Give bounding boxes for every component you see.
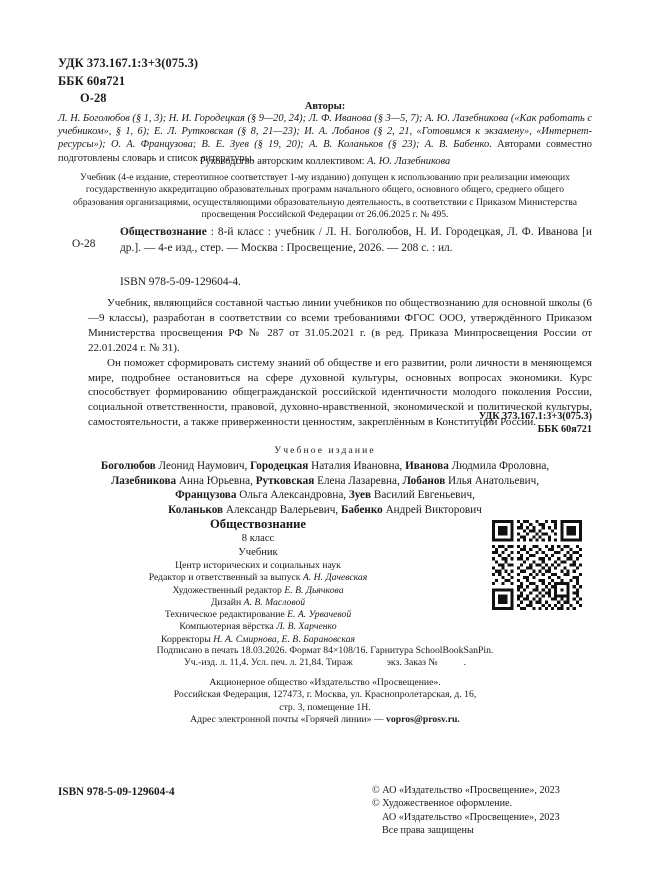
author-name-line xyxy=(48,459,602,474)
credit-role: Центр исторических и социальных наук xyxy=(175,560,341,571)
print-data-period: . xyxy=(463,657,467,669)
approval-statement: Учебник (4-е издание, стереотипное соответствует 1-му изданию) допущен к использованию при реализации имеющих государственную аккредитацию образовательных программ начального общего, основного общего, среднего общего образования организациями, осуществляющими образовательную деятельность, в соответствии с Приказом Министерства просвещения Российской Федерации от 26.06.2025 г. № 495. xyxy=(73,172,577,221)
copyright-block xyxy=(372,784,604,838)
authors-text: Л. Н. Боголюбов (§ 1, 3); Н. И. Городецкая (§ 9—20, 24); Л. Ф. Иванова (§ 3—5, 7); А. Ю. Лазебникова («Как работать с учебником», § 1, 6); Е. Л. Рутковская (§ 8, 21—23); И. А. Лобанов (§ 2, 21, «Готовимся к экзамену», «Интернет-ресурсы»); О. А. Французова; В. Е. Зуев (§ 19, 20); А. В. Коланьков (§ 23); А. В. Бабенко. xyxy=(58,113,592,151)
author-surname: Французова xyxy=(175,489,237,502)
credit-person: Л. В. Харченко xyxy=(276,621,337,633)
book-title-block xyxy=(58,517,458,560)
author-given-name: Илья Анатольевич, xyxy=(448,474,540,487)
author-given-name: Наталия Ивановна, xyxy=(311,460,403,472)
copyright-line: АО «Издательство «Просвещение», 2023 xyxy=(382,811,560,823)
author-given-name: Людмила Фроловна, xyxy=(451,460,550,472)
credit-row xyxy=(58,609,458,621)
bbk-code: ББК 60я721 xyxy=(58,73,126,88)
author-name-line xyxy=(48,474,602,489)
shelf-code: О-28 xyxy=(80,91,107,105)
credit-row xyxy=(58,621,458,633)
leadership-line xyxy=(58,156,592,167)
authors-joint-note: Авторами совместно подготовлены словарь и список литературы. xyxy=(58,139,592,164)
author-name-line xyxy=(48,503,602,518)
bibliographic-detail: : 8-й класс : учебник / Л. Н. Боголюбов, Н. И. Городецкая, Л. Ф. Иванова [и др.]. — 4-е изд., стер. — Москва : Просвещение, 2026. — 208 с. : ил. xyxy=(120,226,592,255)
bibliographic-description xyxy=(120,224,592,257)
author-surname: Бабенко xyxy=(341,503,383,516)
classification-codes xyxy=(58,55,198,108)
author-given-name: Василий Евгеньевич, xyxy=(373,489,475,502)
leadership-name: А. Ю. Лазебникова xyxy=(367,156,451,167)
credit-person: Е. А. Урвачевой xyxy=(287,609,352,621)
credit-person: Е. В. Дьячкова xyxy=(284,584,344,596)
credit-role: Дизайн xyxy=(210,596,242,608)
qr-code-icon[interactable] xyxy=(492,520,582,610)
copyright-line: © АО «Издательство «Просвещение», 2023 xyxy=(372,785,560,796)
publisher-email-row xyxy=(58,714,592,726)
author-given-name: Александр Валерьевич, xyxy=(225,503,339,516)
print-data-line-2 xyxy=(58,657,592,669)
classification-codes-repeat xyxy=(330,411,592,436)
print-run-prefix: Уч.-изд. л. 11,4. Усл. печ. л. 21,84. Тираж xyxy=(183,657,353,669)
publisher-address-line-1: Российская Федерация, 127473, г. Москва, ул. Краснопролетарская, д. 16, xyxy=(173,689,477,701)
credit-row xyxy=(58,560,458,572)
authors-heading: Авторы: xyxy=(304,101,346,112)
credit-row xyxy=(58,572,458,584)
educational-edition-heading: Учебное издание xyxy=(274,445,376,456)
author-surname: Рутковская xyxy=(255,474,315,487)
order-prefix: экз. Заказ № xyxy=(386,657,438,669)
author-surname: Иванова xyxy=(405,460,449,472)
rights-reserved: Все права защищены xyxy=(382,825,474,837)
udk-code-repeat: УДК 373.167.1:3+3(075.3) xyxy=(478,411,592,422)
credit-role: Корректоры xyxy=(161,633,211,645)
bibliographic-mark: О-28 xyxy=(72,238,96,250)
author-given-name: Леонид Наумович, xyxy=(158,460,248,472)
leadership-label: Руководство авторским коллективом: xyxy=(199,156,365,167)
publisher-address-line-2: стр. 3, помещение 1Н. xyxy=(279,701,371,713)
author-given-name: Ольга Александровна, xyxy=(239,489,347,502)
author-surname: Боголюбов xyxy=(100,460,156,472)
author-surname: Лобанов xyxy=(402,474,446,487)
print-data xyxy=(58,645,592,670)
credit-role: Компьютерная вёрстка xyxy=(179,621,274,633)
author-surname: Городецкая xyxy=(250,460,309,472)
print-data-line-1: Подписано в печать 18.03.2026. Формат 84×108/16. Гарнитура SchoolBookSanPin. xyxy=(156,645,494,656)
educational-edition-authors xyxy=(48,459,602,517)
credit-person: А. Н. Дачевская xyxy=(302,572,368,584)
author-given-name: Елена Лазаревна, xyxy=(317,474,400,487)
author-surname: Зуев xyxy=(348,489,372,502)
author-surname: Лазебникова xyxy=(110,474,177,487)
credit-role: Художественный редактор xyxy=(172,584,282,596)
author-surname: Коланьков xyxy=(168,503,224,516)
udk-code: УДК 373.167.1:3+3(075.3) xyxy=(58,56,199,70)
credit-role: Редактор и ответственный за выпуск xyxy=(148,572,301,584)
annotation-paragraph-2: Он поможет сформировать систему знаний об обществе и его развитии, роли личности в меняющемся мире, подробнее остановиться на сфере духовной культуры, основных вопросах экономики. Курс способствует формированию общегражданской российской идентичности молодого поколения России, социальной ответственности, правовой, духовно-нравственной, экономической и политической культуры, самостоятельности, а также приверженности ценностям, закреплённым в Конституции России. xyxy=(88,356,592,429)
book-grade: 8 класс xyxy=(241,533,275,544)
author-given-name: Андрей Викторович xyxy=(385,503,482,516)
isbn-footer: ISBN 978-5-09-129604-4 xyxy=(58,786,175,798)
credit-role: Техническое редактирование xyxy=(164,609,285,621)
copyright-line: © Художественное оформление. xyxy=(372,798,513,810)
credit-row xyxy=(58,585,458,597)
author-given-name: Анна Юрьевна, xyxy=(178,474,253,487)
production-credits xyxy=(58,560,458,646)
credit-person: А. В. Масловой xyxy=(243,596,306,608)
bibliographic-title: Обществознание xyxy=(120,226,207,238)
annotation-paragraph-1: Учебник, являющийся составной частью линии учебников по обществознанию для основной школы (6—9 классы), разработан в соответствии со всеми требованиями ФГОС ООО, утверждённого Приказом Министерства просвещения РФ № 287 от 31.05.2021 г. (в ред. Приказа Минпросвещения России от 22.01.2024 г. № 31). xyxy=(88,297,592,354)
publisher-block xyxy=(58,677,592,727)
book-subject: Обществознание xyxy=(210,517,306,531)
credit-row xyxy=(58,597,458,609)
publisher-email[interactable]: vopros@prosv.ru. xyxy=(386,714,460,726)
book-kind: Учебник xyxy=(238,547,278,558)
publisher-company: Акционерное общество «Издательство «Просвещение». xyxy=(209,677,441,688)
credit-person: Н. А. Смирнова, Е. В. Барановская xyxy=(213,633,355,645)
isbn-record: ISBN 978-5-09-129604-4. xyxy=(120,276,241,288)
publisher-email-label: Адрес электронной почты «Горячей линии» — xyxy=(190,714,384,726)
bbk-code-repeat: ББК 60я721 xyxy=(537,423,592,435)
author-name-line xyxy=(48,488,602,503)
